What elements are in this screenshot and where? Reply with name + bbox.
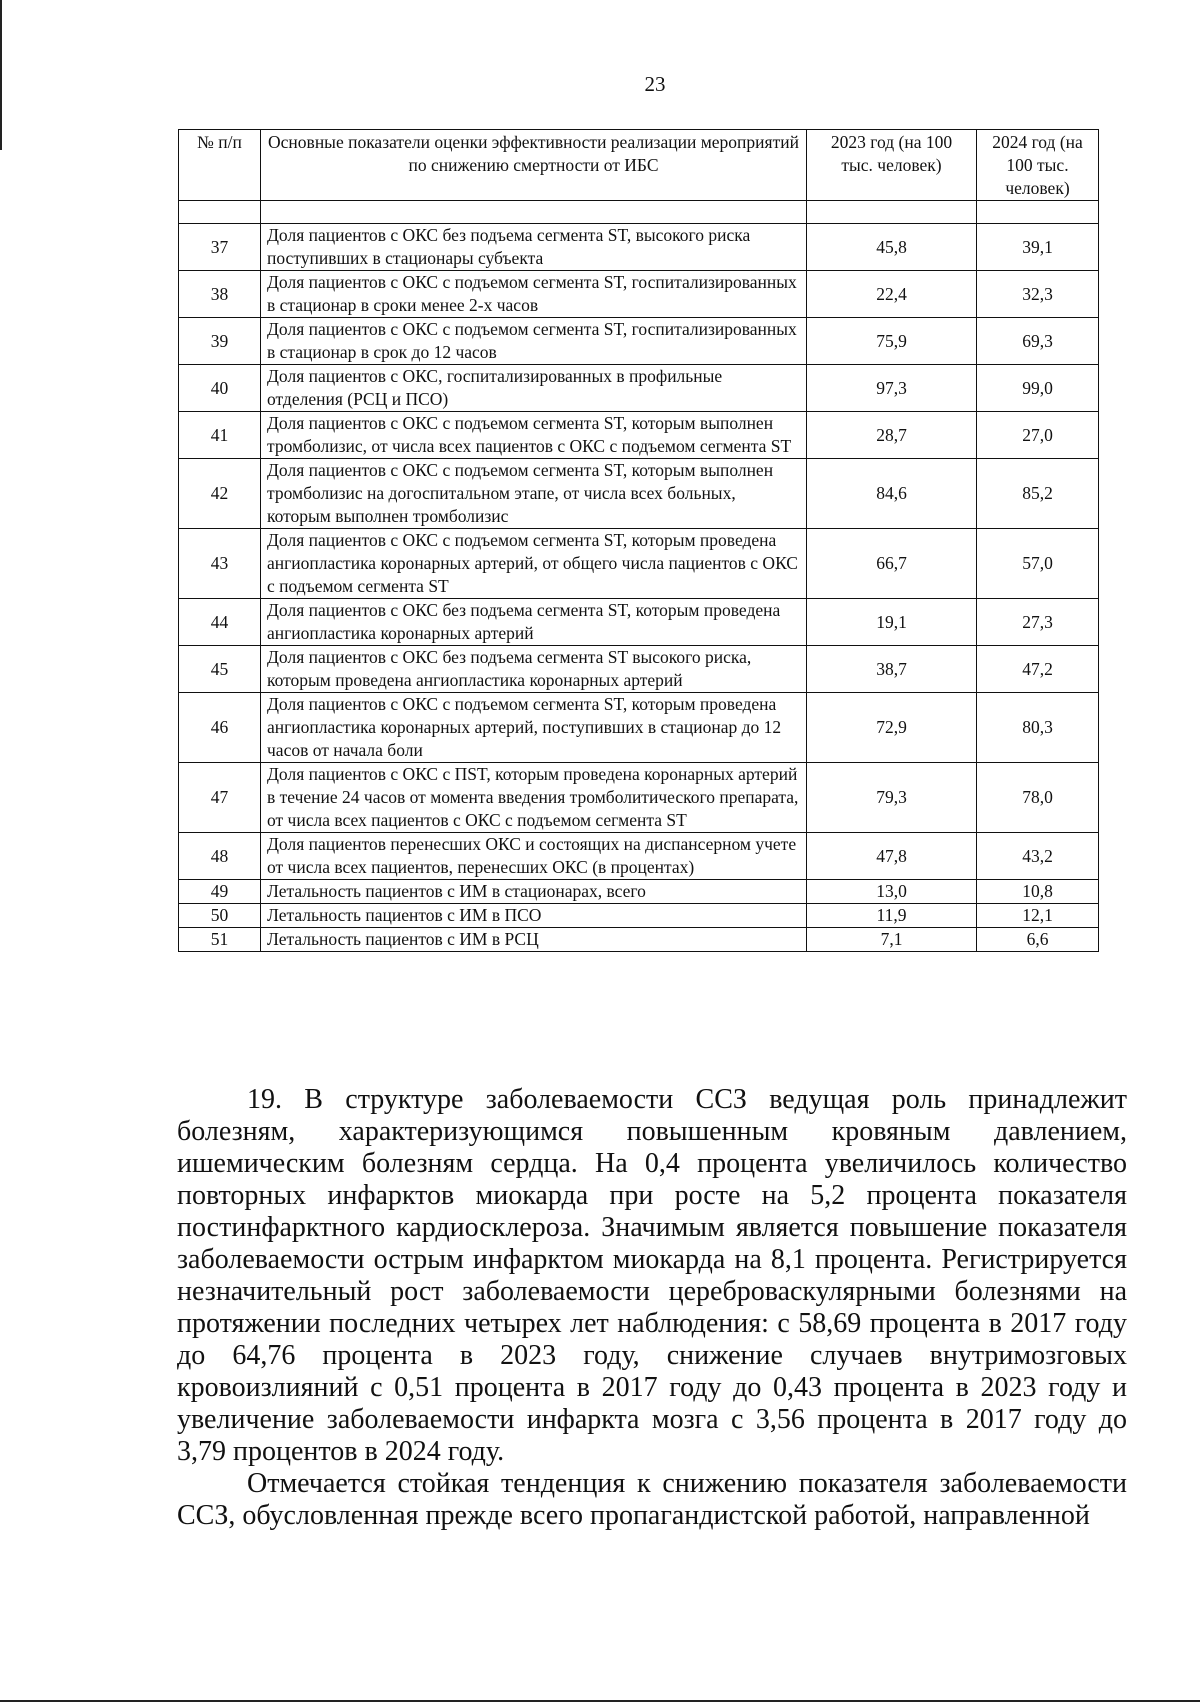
row-indicator-name: Летальность пациентов с ИМ в РСЦ <box>261 928 807 952</box>
row-number: 37 <box>179 224 261 271</box>
body-text <box>177 1084 1127 1532</box>
row-value-2024: 27,3 <box>977 599 1099 646</box>
row-value-2024: 10,8 <box>977 880 1099 904</box>
row-number: 42 <box>179 459 261 529</box>
row-value-2024: 85,2 <box>977 459 1099 529</box>
row-value-2023: 84,6 <box>807 459 977 529</box>
table-header-row <box>179 130 1099 201</box>
row-number: 39 <box>179 318 261 365</box>
row-indicator-name: Доля пациентов с ОКС без подъема сегмента ST, которым проведена ангиопластика коронарных артерий <box>261 599 807 646</box>
table-row <box>179 880 1099 904</box>
table-row <box>179 599 1099 646</box>
header-2024: 2024 год (на 100 тыс. человек) <box>977 130 1099 201</box>
table-row <box>179 833 1099 880</box>
table-row <box>179 928 1099 952</box>
table-row <box>179 646 1099 693</box>
row-value-2023: 47,8 <box>807 833 977 880</box>
table-row <box>179 529 1099 599</box>
table-row <box>179 412 1099 459</box>
row-indicator-name: Доля пациентов с ОКС с ПST, которым проведена коронарных артерий в течение 24 часов от момента введения тромболитического препарата, от числа всех пациентов с ОКС с подъемом сегмента ST <box>261 763 807 833</box>
table-row <box>179 365 1099 412</box>
table-row <box>179 693 1099 763</box>
row-indicator-name: Летальность пациентов с ИМ в ПСО <box>261 904 807 928</box>
table-spacer-row <box>179 201 1099 224</box>
row-value-2024: 80,3 <box>977 693 1099 763</box>
row-value-2023: 97,3 <box>807 365 977 412</box>
row-number: 51 <box>179 928 261 952</box>
row-value-2023: 28,7 <box>807 412 977 459</box>
row-value-2023: 38,7 <box>807 646 977 693</box>
row-indicator-name: Доля пациентов с ОКС с подъемом сегмента ST, госпитализированных в стационар в сроки менее 2-х часов <box>261 271 807 318</box>
row-number: 47 <box>179 763 261 833</box>
row-indicator-name: Доля пациентов с ОКС с подъемом сегмента ST, госпитализированных в стационар в срок до 12 часов <box>261 318 807 365</box>
row-indicator-name: Летальность пациентов с ИМ в стационарах, всего <box>261 880 807 904</box>
indicators-table <box>178 129 1099 952</box>
row-value-2024: 27,0 <box>977 412 1099 459</box>
row-value-2023: 66,7 <box>807 529 977 599</box>
row-indicator-name: Доля пациентов с ОКС без подъема сегмента ST высокого риска, которым проведена ангиопластика коронарных артерий <box>261 646 807 693</box>
row-number: 46 <box>179 693 261 763</box>
row-indicator-name: Доля пациентов перенесших ОКС и состоящих на диспансерном учете от числа всех пациентов, перенесших ОКС (в процентах) <box>261 833 807 880</box>
row-value-2023: 13,0 <box>807 880 977 904</box>
table-row <box>179 224 1099 271</box>
row-value-2024: 6,6 <box>977 928 1099 952</box>
table-row <box>179 271 1099 318</box>
row-indicator-name: Доля пациентов с ОКС с подъемом сегмента ST, которым проведена ангиопластика коронарных артерий, поступивших в стационар до 12 часов от начала боли <box>261 693 807 763</box>
row-number: 38 <box>179 271 261 318</box>
header-indicator: Основные показатели оценки эффективности реализации мероприятий по снижению смертности от ИБС <box>261 130 807 201</box>
row-value-2024: 39,1 <box>977 224 1099 271</box>
row-indicator-name: Доля пациентов с ОКС с подъемом сегмента ST, которым выполнен тромболизис на догоспитальном этапе, от числа всех больных, которым выполнен тромболизис <box>261 459 807 529</box>
row-value-2023: 75,9 <box>807 318 977 365</box>
row-indicator-name: Доля пациентов с ОКС без подъема сегмента ST, высокого риска поступивших в стационары субъекта <box>261 224 807 271</box>
row-value-2023: 72,9 <box>807 693 977 763</box>
row-value-2023: 11,9 <box>807 904 977 928</box>
row-value-2023: 19,1 <box>807 599 977 646</box>
row-number: 48 <box>179 833 261 880</box>
header-number: № п/п <box>179 130 261 201</box>
row-value-2023: 22,4 <box>807 271 977 318</box>
row-value-2023: 45,8 <box>807 224 977 271</box>
table-row <box>179 763 1099 833</box>
row-number: 41 <box>179 412 261 459</box>
row-number: 43 <box>179 529 261 599</box>
table-row <box>179 318 1099 365</box>
row-number: 45 <box>179 646 261 693</box>
row-number: 49 <box>179 880 261 904</box>
row-number: 40 <box>179 365 261 412</box>
row-number: 50 <box>179 904 261 928</box>
page-number: 23 <box>644 72 666 96</box>
row-number: 44 <box>179 599 261 646</box>
row-value-2024: 47,2 <box>977 646 1099 693</box>
row-value-2024: 99,0 <box>977 365 1099 412</box>
row-value-2024: 57,0 <box>977 529 1099 599</box>
row-value-2023: 7,1 <box>807 928 977 952</box>
table-row <box>179 459 1099 529</box>
row-value-2024: 43,2 <box>977 833 1099 880</box>
table-row <box>179 904 1099 928</box>
row-value-2024: 12,1 <box>977 904 1099 928</box>
row-indicator-name: Доля пациентов с ОКС с подъемом сегмента ST, которым проведена ангиопластика коронарных артерий, от общего числа пациентов с ОКС с подъемом сегмента ST <box>261 529 807 599</box>
row-value-2024: 78,0 <box>977 763 1099 833</box>
header-2023: 2023 год (на 100 тыс. человек) <box>807 130 977 201</box>
row-indicator-name: Доля пациентов с ОКС с подъемом сегмента ST, которым выполнен тромболизис, от числа всех пациентов с ОКС с подъемом сегмента ST <box>261 412 807 459</box>
table-body <box>179 224 1099 952</box>
paragraph-19: 19. В структуре заболеваемости ССЗ ведущая роль принадлежит болезням, характеризующимся повышенным кровяным давлением, ишемическим болезням сердца. На 0,4 процента увеличилось количество повторных инфарктов миокарда при росте на 5,2 процента показателя постинфарктного кардиосклероза. Значимым является повышение показателя заболеваемости острым инфарктом миокарда на 8,1 процента. Регистрируется незначительный рост заболеваемости цереброваскулярными болезнями на протяжении последних четырех лет наблюдения: с 58,69 процента в 2017 году до 64,76 процента в 2023 году, снижение случаев внутримозговых кровоизлияний с 0,51 процента в 2017 году до 0,43 процента в 2023 году и увеличение заболеваемости инфаркта мозга с 3,56 процента в 2017 году до 3,79 процентов в 2024 году. <box>177 1084 1127 1467</box>
row-value-2023: 79,3 <box>807 763 977 833</box>
row-value-2024: 69,3 <box>977 318 1099 365</box>
row-value-2024: 32,3 <box>977 271 1099 318</box>
row-indicator-name: Доля пациентов с ОКС, госпитализированных в профильные отделения (РСЦ и ПСО) <box>261 365 807 412</box>
paragraph-continuation: Отмечается стойкая тенденция к снижению показателя заболеваемости ССЗ, обусловленная прежде всего пропагандистской работой, направленной <box>177 1468 1127 1531</box>
